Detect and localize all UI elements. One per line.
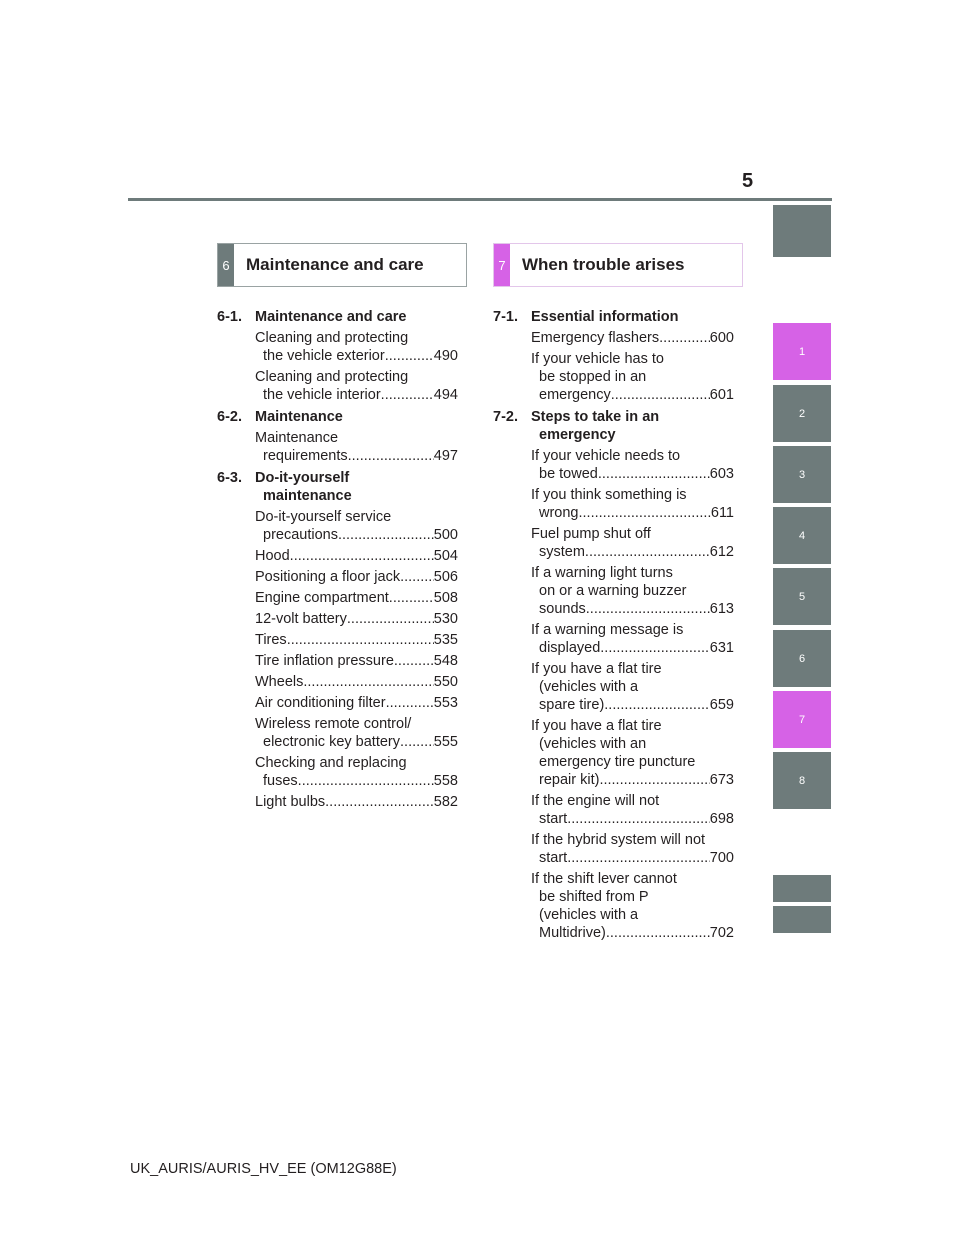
section-number: 6 <box>218 244 234 286</box>
section-title: When trouble arises <box>522 255 685 274</box>
toc-entry-text: electronic key battery <box>263 734 401 750</box>
section-header-maintenance <box>217 243 467 287</box>
toc-entry-text: sounds <box>539 601 586 617</box>
toc-entry-line: Checking and replacing <box>255 755 407 771</box>
toc-column-left <box>217 304 458 811</box>
toc-entry-text: Hood <box>255 548 290 564</box>
thumb-tab-5[interactable] <box>773 568 831 625</box>
toc-entry[interactable] <box>531 792 734 828</box>
toc-entry-line: If a warning message is <box>531 622 684 638</box>
toc-entry-text: start <box>539 850 568 866</box>
toc-entry[interactable] <box>531 486 734 522</box>
thumb-tab-1[interactable] <box>773 323 831 380</box>
toc-entry-line: (vehicles with an <box>539 736 647 752</box>
dot-leader <box>347 610 434 628</box>
page-ref: 702 <box>709 925 734 941</box>
page-ref: 673 <box>709 772 734 788</box>
toc-entry-line: If you have a flat tire <box>531 718 662 734</box>
dot-leader <box>567 849 710 867</box>
thumb-tab-label: 6 <box>798 652 806 665</box>
thumb-tab-label: 3 <box>798 468 806 481</box>
toc-entry-last-line <box>255 526 458 544</box>
page-ref: 600 <box>709 330 734 346</box>
subsection-number: 6-2. <box>217 409 242 425</box>
dot-leader <box>386 694 434 712</box>
toc-entry[interactable] <box>255 610 458 628</box>
page-ref: 508 <box>433 590 458 606</box>
page-ref: 530 <box>433 611 458 627</box>
toc-entry-text: be towed <box>539 466 598 482</box>
toc-entry-line: (vehicles with a <box>539 907 639 923</box>
toc-entry-last-line <box>255 347 458 365</box>
toc-entry[interactable] <box>531 329 734 347</box>
dot-leader <box>400 568 434 586</box>
toc-column-right <box>493 304 734 942</box>
dot-leader <box>348 447 434 465</box>
toc-entry[interactable] <box>531 831 734 867</box>
dot-leader <box>290 547 434 565</box>
dot-leader <box>598 465 710 483</box>
toc-entry-text: fuses <box>263 773 298 789</box>
dot-leader <box>303 673 433 691</box>
subsection-title <box>531 408 734 444</box>
subsection-number: 7-1. <box>493 309 518 325</box>
section-header-trouble <box>493 243 743 287</box>
toc-entry-line: be stopped in an <box>539 369 647 385</box>
toc-entry-last-line <box>531 696 734 714</box>
footer-model-code: UK_AURIS/AURIS_HV_EE (OM12G88E) <box>130 1161 397 1177</box>
toc-entry-text: Wheels <box>255 674 304 690</box>
dot-leader <box>394 652 434 670</box>
toc-entry[interactable] <box>255 631 458 649</box>
page-ref: 698 <box>709 811 734 827</box>
page-ref: 612 <box>709 544 734 560</box>
page-ref: 659 <box>709 697 734 713</box>
thumb-tab-8[interactable] <box>773 752 831 809</box>
toc-entry-line: Cleaning and protecting <box>255 330 409 346</box>
dot-leader <box>338 526 434 544</box>
page-ref: 700 <box>709 850 734 866</box>
toc-entry-last-line <box>255 652 458 670</box>
subsection-title-line: Steps to take in an <box>531 409 660 425</box>
toc-entry-text: wrong <box>539 505 579 521</box>
toc-entry[interactable] <box>531 870 734 942</box>
thumb-tab-7[interactable] <box>773 691 831 748</box>
subsection-title-line: emergency <box>539 427 616 443</box>
thumb-tab-blank-top[interactable] <box>773 205 831 257</box>
subsection-title-line: Maintenance <box>255 409 343 425</box>
toc-entry-line: If the engine will not <box>531 793 660 809</box>
toc-entry-text: Tire inflation pressure <box>255 653 394 669</box>
thumb-tab-label: 2 <box>798 407 806 420</box>
thumb-tab-4[interactable] <box>773 507 831 564</box>
thumb-tab-label: 4 <box>798 529 806 542</box>
toc-entry-text: the vehicle interior <box>263 387 381 403</box>
subsection-title-line: Do-it-yourself <box>255 470 350 486</box>
section-title: Maintenance and care <box>246 255 424 274</box>
dot-leader <box>600 639 710 657</box>
thumb-tab-3[interactable] <box>773 446 831 503</box>
toc-entry-last-line <box>531 386 734 404</box>
dot-leader <box>385 347 434 365</box>
subsection-title-line: Essential information <box>531 309 679 325</box>
toc-entry-line: If you have a flat tire <box>531 661 662 677</box>
subsection-title <box>531 308 734 326</box>
toc-entry[interactable] <box>255 429 458 465</box>
toc-entry-text: emergency <box>539 387 611 403</box>
toc-entry[interactable] <box>255 754 458 790</box>
dot-leader <box>659 329 710 347</box>
dot-leader <box>325 793 434 811</box>
thumb-tab-label: 1 <box>798 345 806 358</box>
dot-leader <box>586 600 710 618</box>
toc-subsection <box>493 408 734 942</box>
toc-entry-line: If a warning light turns <box>531 565 673 581</box>
page-ref: 506 <box>433 569 458 585</box>
header-rule <box>128 198 832 201</box>
dot-leader <box>611 386 710 404</box>
dot-leader <box>599 771 709 789</box>
toc-entry-last-line <box>255 568 458 586</box>
toc-entry-last-line <box>255 772 458 790</box>
page-ref: 553 <box>433 695 458 711</box>
toc-subsection <box>217 308 458 404</box>
thumb-tab-6[interactable] <box>773 630 831 687</box>
thumb-tab-2[interactable] <box>773 385 831 442</box>
page-ref: 497 <box>433 448 458 464</box>
toc-entry[interactable] <box>255 547 458 565</box>
page-ref: 548 <box>433 653 458 669</box>
toc-entry[interactable] <box>255 694 458 712</box>
toc-entry-line: emergency tire puncture <box>539 754 696 770</box>
page-ref: 582 <box>433 794 458 810</box>
toc-entry[interactable] <box>255 508 458 544</box>
dot-leader <box>400 733 434 751</box>
toc-entry-text: Tires <box>255 632 287 648</box>
subsection-heading <box>217 308 458 326</box>
toc-entry-last-line <box>531 504 734 522</box>
toc-entry-line: Cleaning and protecting <box>255 369 409 385</box>
toc-entry-text: precautions <box>263 527 338 543</box>
toc-entry-line: be shifted from P <box>539 889 649 905</box>
toc-entry-last-line <box>531 639 734 657</box>
toc-entry-last-line <box>255 673 458 691</box>
toc-entry[interactable] <box>255 589 458 607</box>
subsection-title-line: Maintenance and care <box>255 309 407 325</box>
toc-entry-last-line <box>255 610 458 628</box>
toc-entry-text: Light bulbs <box>255 794 326 810</box>
toc-entry-text: Air conditioning filter <box>255 695 386 711</box>
toc-entry-text: start <box>539 811 568 827</box>
toc-entry[interactable] <box>531 717 734 789</box>
thumb-tab-label: 8 <box>798 774 806 787</box>
thumb-tab-label: 5 <box>798 590 806 603</box>
toc-entry-line: If your vehicle needs to <box>531 448 681 464</box>
page-ref: 631 <box>709 640 734 656</box>
dot-leader <box>381 386 434 404</box>
toc-entry-last-line <box>531 543 734 561</box>
page-ref: 500 <box>433 527 458 543</box>
section-number: 7 <box>494 244 510 286</box>
toc-entry-text: the vehicle exterior <box>263 348 385 364</box>
page-ref: 535 <box>433 632 458 648</box>
subsection-number: 6-3. <box>217 470 242 486</box>
toc-entry-last-line <box>255 631 458 649</box>
toc-entry-text: Engine compartment <box>255 590 389 606</box>
toc-entry-line: on or a warning buzzer <box>539 583 687 599</box>
toc-entry-text: displayed <box>539 640 601 656</box>
toc-subsection <box>217 408 458 465</box>
dot-leader <box>604 696 710 714</box>
toc-entry-text: repair kit) <box>539 772 600 788</box>
toc-entry-line: If the hybrid system will not <box>531 832 706 848</box>
subsection-number: 7-2. <box>493 409 518 425</box>
toc-entry[interactable] <box>531 621 734 657</box>
toc-entry-last-line <box>531 849 734 867</box>
page-ref: 558 <box>433 773 458 789</box>
toc-entry-line: Maintenance <box>255 430 339 446</box>
toc-entry-last-line <box>531 771 734 789</box>
subsection-heading <box>493 308 734 326</box>
toc-entry[interactable] <box>255 368 458 404</box>
toc-entry[interactable] <box>531 564 734 618</box>
toc-entry[interactable] <box>531 525 734 561</box>
toc-entry-last-line <box>531 810 734 828</box>
toc-entry-text: Multidrive) <box>539 925 606 941</box>
subsection-heading <box>493 408 734 444</box>
subsection-title <box>255 408 458 426</box>
dot-leader <box>579 504 711 522</box>
toc-entry-last-line <box>255 447 458 465</box>
toc-entry-line: Wireless remote control/ <box>255 716 412 732</box>
page-ref: 601 <box>709 387 734 403</box>
subsection-title <box>255 308 458 326</box>
dot-leader <box>298 772 434 790</box>
toc-subsection <box>493 308 734 404</box>
thumb-tab-blank-lower-2[interactable] <box>773 906 831 933</box>
toc-entry-text: requirements <box>263 448 348 464</box>
toc-entry-text: system <box>539 544 585 560</box>
toc-entry-text: spare tire) <box>539 697 605 713</box>
toc-entry-text: 12-volt battery <box>255 611 347 627</box>
toc-entry-last-line <box>255 733 458 751</box>
page-ref: 613 <box>709 601 734 617</box>
page-ref: 555 <box>433 734 458 750</box>
thumb-tab-label: 7 <box>798 713 806 726</box>
page-ref: 494 <box>433 387 458 403</box>
toc-entry-line: If the shift lever cannot <box>531 871 677 887</box>
toc-entry-last-line <box>531 329 734 347</box>
subsection-heading <box>217 408 458 426</box>
dot-leader <box>567 810 710 828</box>
dot-leader <box>287 631 434 649</box>
toc-entry[interactable] <box>255 793 458 811</box>
toc-entry-last-line <box>531 600 734 618</box>
page-ref: 611 <box>710 505 734 521</box>
subsection-heading <box>217 469 458 505</box>
toc-entry-text: Positioning a floor jack <box>255 569 401 585</box>
thumb-tab-blank-lower-1[interactable] <box>773 875 831 902</box>
toc-entry[interactable] <box>255 673 458 691</box>
toc-entry-line: Do-it-yourself service <box>255 509 392 525</box>
dot-leader <box>606 924 710 942</box>
toc-entry[interactable] <box>531 350 734 404</box>
toc-entry[interactable] <box>531 447 734 483</box>
toc-entry-last-line <box>255 386 458 404</box>
subsection-number: 6-1. <box>217 309 242 325</box>
toc-entry-last-line <box>255 589 458 607</box>
toc-entry-last-line <box>531 465 734 483</box>
page-number: 5 <box>742 170 754 192</box>
toc-entry[interactable] <box>255 329 458 365</box>
toc-entry-last-line <box>255 694 458 712</box>
toc-entry[interactable] <box>255 568 458 586</box>
toc-entry[interactable] <box>255 715 458 751</box>
subsection-title-line: maintenance <box>263 488 352 504</box>
toc-entry-line: Fuel pump shut off <box>531 526 651 542</box>
page-ref: 504 <box>433 548 458 564</box>
dot-leader <box>585 543 710 561</box>
toc-entry-line: If you think something is <box>531 487 687 503</box>
toc-entry[interactable] <box>255 652 458 670</box>
page-ref: 490 <box>433 348 458 364</box>
toc-entry-text: Emergency flashers <box>531 330 660 346</box>
toc-subsection <box>217 469 458 811</box>
subsection-title <box>255 469 458 505</box>
toc-entry[interactable] <box>531 660 734 714</box>
toc-entry-last-line <box>531 924 734 942</box>
toc-entry-line: (vehicles with a <box>539 679 639 695</box>
toc-entry-line: If your vehicle has to <box>531 351 664 367</box>
page-ref: 603 <box>709 466 734 482</box>
dot-leader <box>389 589 434 607</box>
toc-entry-last-line <box>255 547 458 565</box>
page-ref: 550 <box>433 674 458 690</box>
toc-entry-last-line <box>255 793 458 811</box>
